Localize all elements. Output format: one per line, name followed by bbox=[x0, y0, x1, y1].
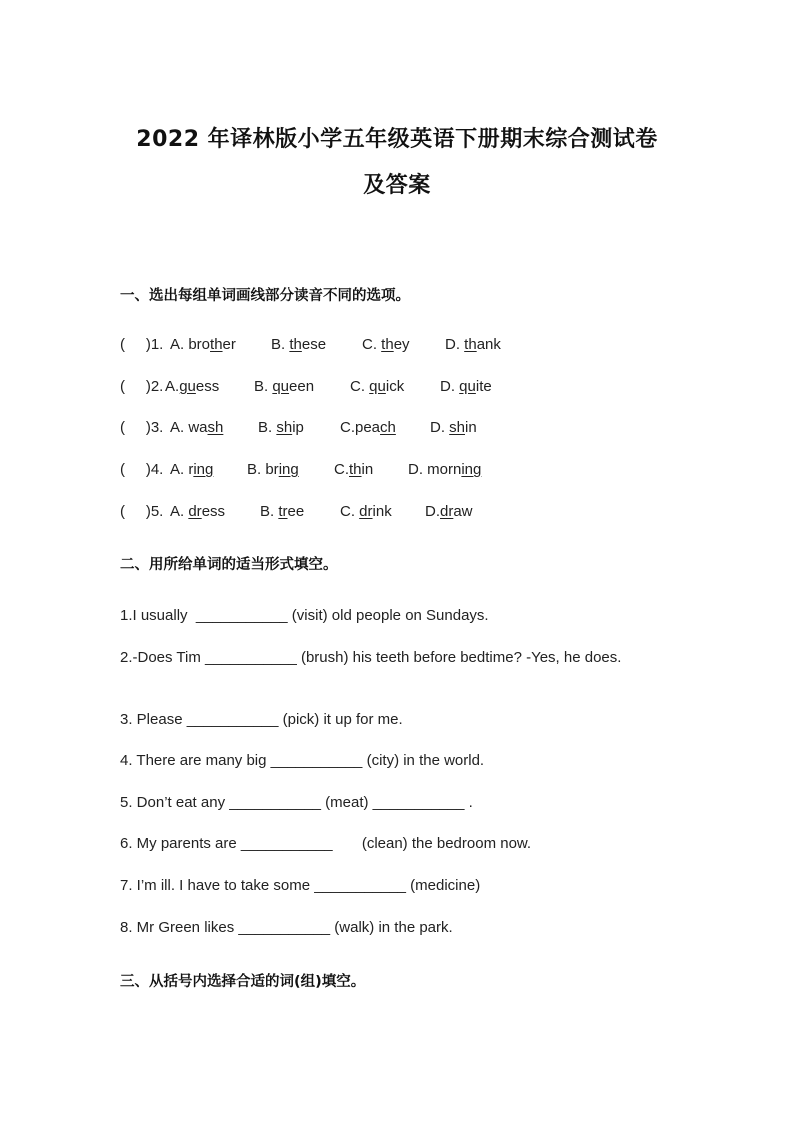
option-c: C.thin bbox=[334, 461, 374, 478]
question-number: ( )3. bbox=[120, 419, 168, 436]
underlined-letters: th bbox=[349, 461, 362, 478]
question-number: ( )2. bbox=[120, 378, 164, 395]
option-b: B. ship bbox=[258, 419, 304, 436]
underlined-letters: sh bbox=[449, 419, 466, 436]
underlined-letters: qu bbox=[369, 378, 386, 395]
section3-heading: 三、从括号内选择合适的词(组)填空。 bbox=[120, 974, 366, 990]
fill-item-5: 5. Don’t eat any ___________ (meat) ___________ . bbox=[120, 794, 473, 811]
underlined-letters: dr bbox=[188, 503, 202, 520]
fill-item-8: 8. Mr Green likes ___________ (walk) in the park. bbox=[120, 919, 453, 936]
option-a: A. ring bbox=[170, 461, 214, 478]
option-d: D.draw bbox=[425, 503, 473, 520]
underlined-letters: ing bbox=[461, 461, 482, 478]
underlined-letters: ing bbox=[278, 461, 299, 478]
option-b: B. queen bbox=[254, 378, 315, 395]
option-a: A.guess bbox=[165, 378, 220, 395]
section2-heading: 二、用所给单词的适当形式填空。 bbox=[120, 557, 338, 573]
underlined-letters: tr bbox=[278, 503, 288, 520]
option-d: D. shin bbox=[430, 419, 477, 436]
option-a: A. wash bbox=[170, 419, 224, 436]
underlined-letters: dr bbox=[359, 503, 373, 520]
option-c: C. quick bbox=[350, 378, 405, 395]
underlined-letters: th bbox=[464, 336, 477, 353]
underlined-letters: th bbox=[210, 336, 223, 353]
underlined-letters: th bbox=[381, 336, 394, 353]
option-c: C.peach bbox=[340, 419, 396, 436]
underlined-letters: gu bbox=[179, 378, 196, 395]
underlined-letters: th bbox=[289, 336, 302, 353]
fill-item-1: 1.I usually ___________ (visit) old people on Sundays. bbox=[120, 607, 489, 624]
document-title-line1: 2022 年译林版小学五年级英语下册期末综合测试卷 bbox=[136, 127, 658, 152]
fill-item-2: 2.-Does Tim ___________ (brush) his teeth before bedtime? -Yes, he does. bbox=[120, 649, 622, 666]
underlined-letters: qu bbox=[459, 378, 476, 395]
option-d: D. thank bbox=[445, 336, 501, 353]
question-number: ( )1. bbox=[120, 336, 168, 353]
underlined-letters: sh bbox=[207, 419, 224, 436]
document-title-line2: 及答案 bbox=[363, 173, 431, 198]
underlined-letters: sh bbox=[276, 419, 293, 436]
underlined-letters: qu bbox=[272, 378, 290, 395]
option-c: C. drink bbox=[340, 503, 392, 520]
underlined-letters: dr bbox=[440, 503, 454, 520]
option-a: A. brother bbox=[170, 336, 236, 353]
option-b: B. tree bbox=[260, 503, 305, 520]
option-d: D. quite bbox=[440, 378, 492, 395]
fill-item-7: 7. I’m ill. I have to take some ___________ (medicine) bbox=[120, 877, 481, 894]
fill-item-4: 4. There are many big ___________ (city) in the world. bbox=[120, 752, 485, 769]
question-number: ( )4. bbox=[120, 461, 168, 478]
underlined-letters: ch bbox=[380, 419, 396, 436]
underlined-letters: ing bbox=[193, 461, 214, 478]
section1-heading: 一、选出每组单词画线部分读音不同的选项。 bbox=[120, 288, 410, 304]
option-c: C. they bbox=[362, 336, 410, 353]
fill-item-3: 3. Please ___________ (pick) it up for me. bbox=[120, 711, 403, 728]
question-number: ( )5. bbox=[120, 503, 168, 520]
option-d: D. morning bbox=[408, 461, 482, 478]
option-b: B. bring bbox=[247, 461, 299, 478]
fill-item-6: 6. My parents are ___________ (clean) the bedroom now. bbox=[120, 835, 532, 852]
option-a: A. dress bbox=[170, 503, 226, 520]
option-b: B. these bbox=[271, 336, 327, 353]
